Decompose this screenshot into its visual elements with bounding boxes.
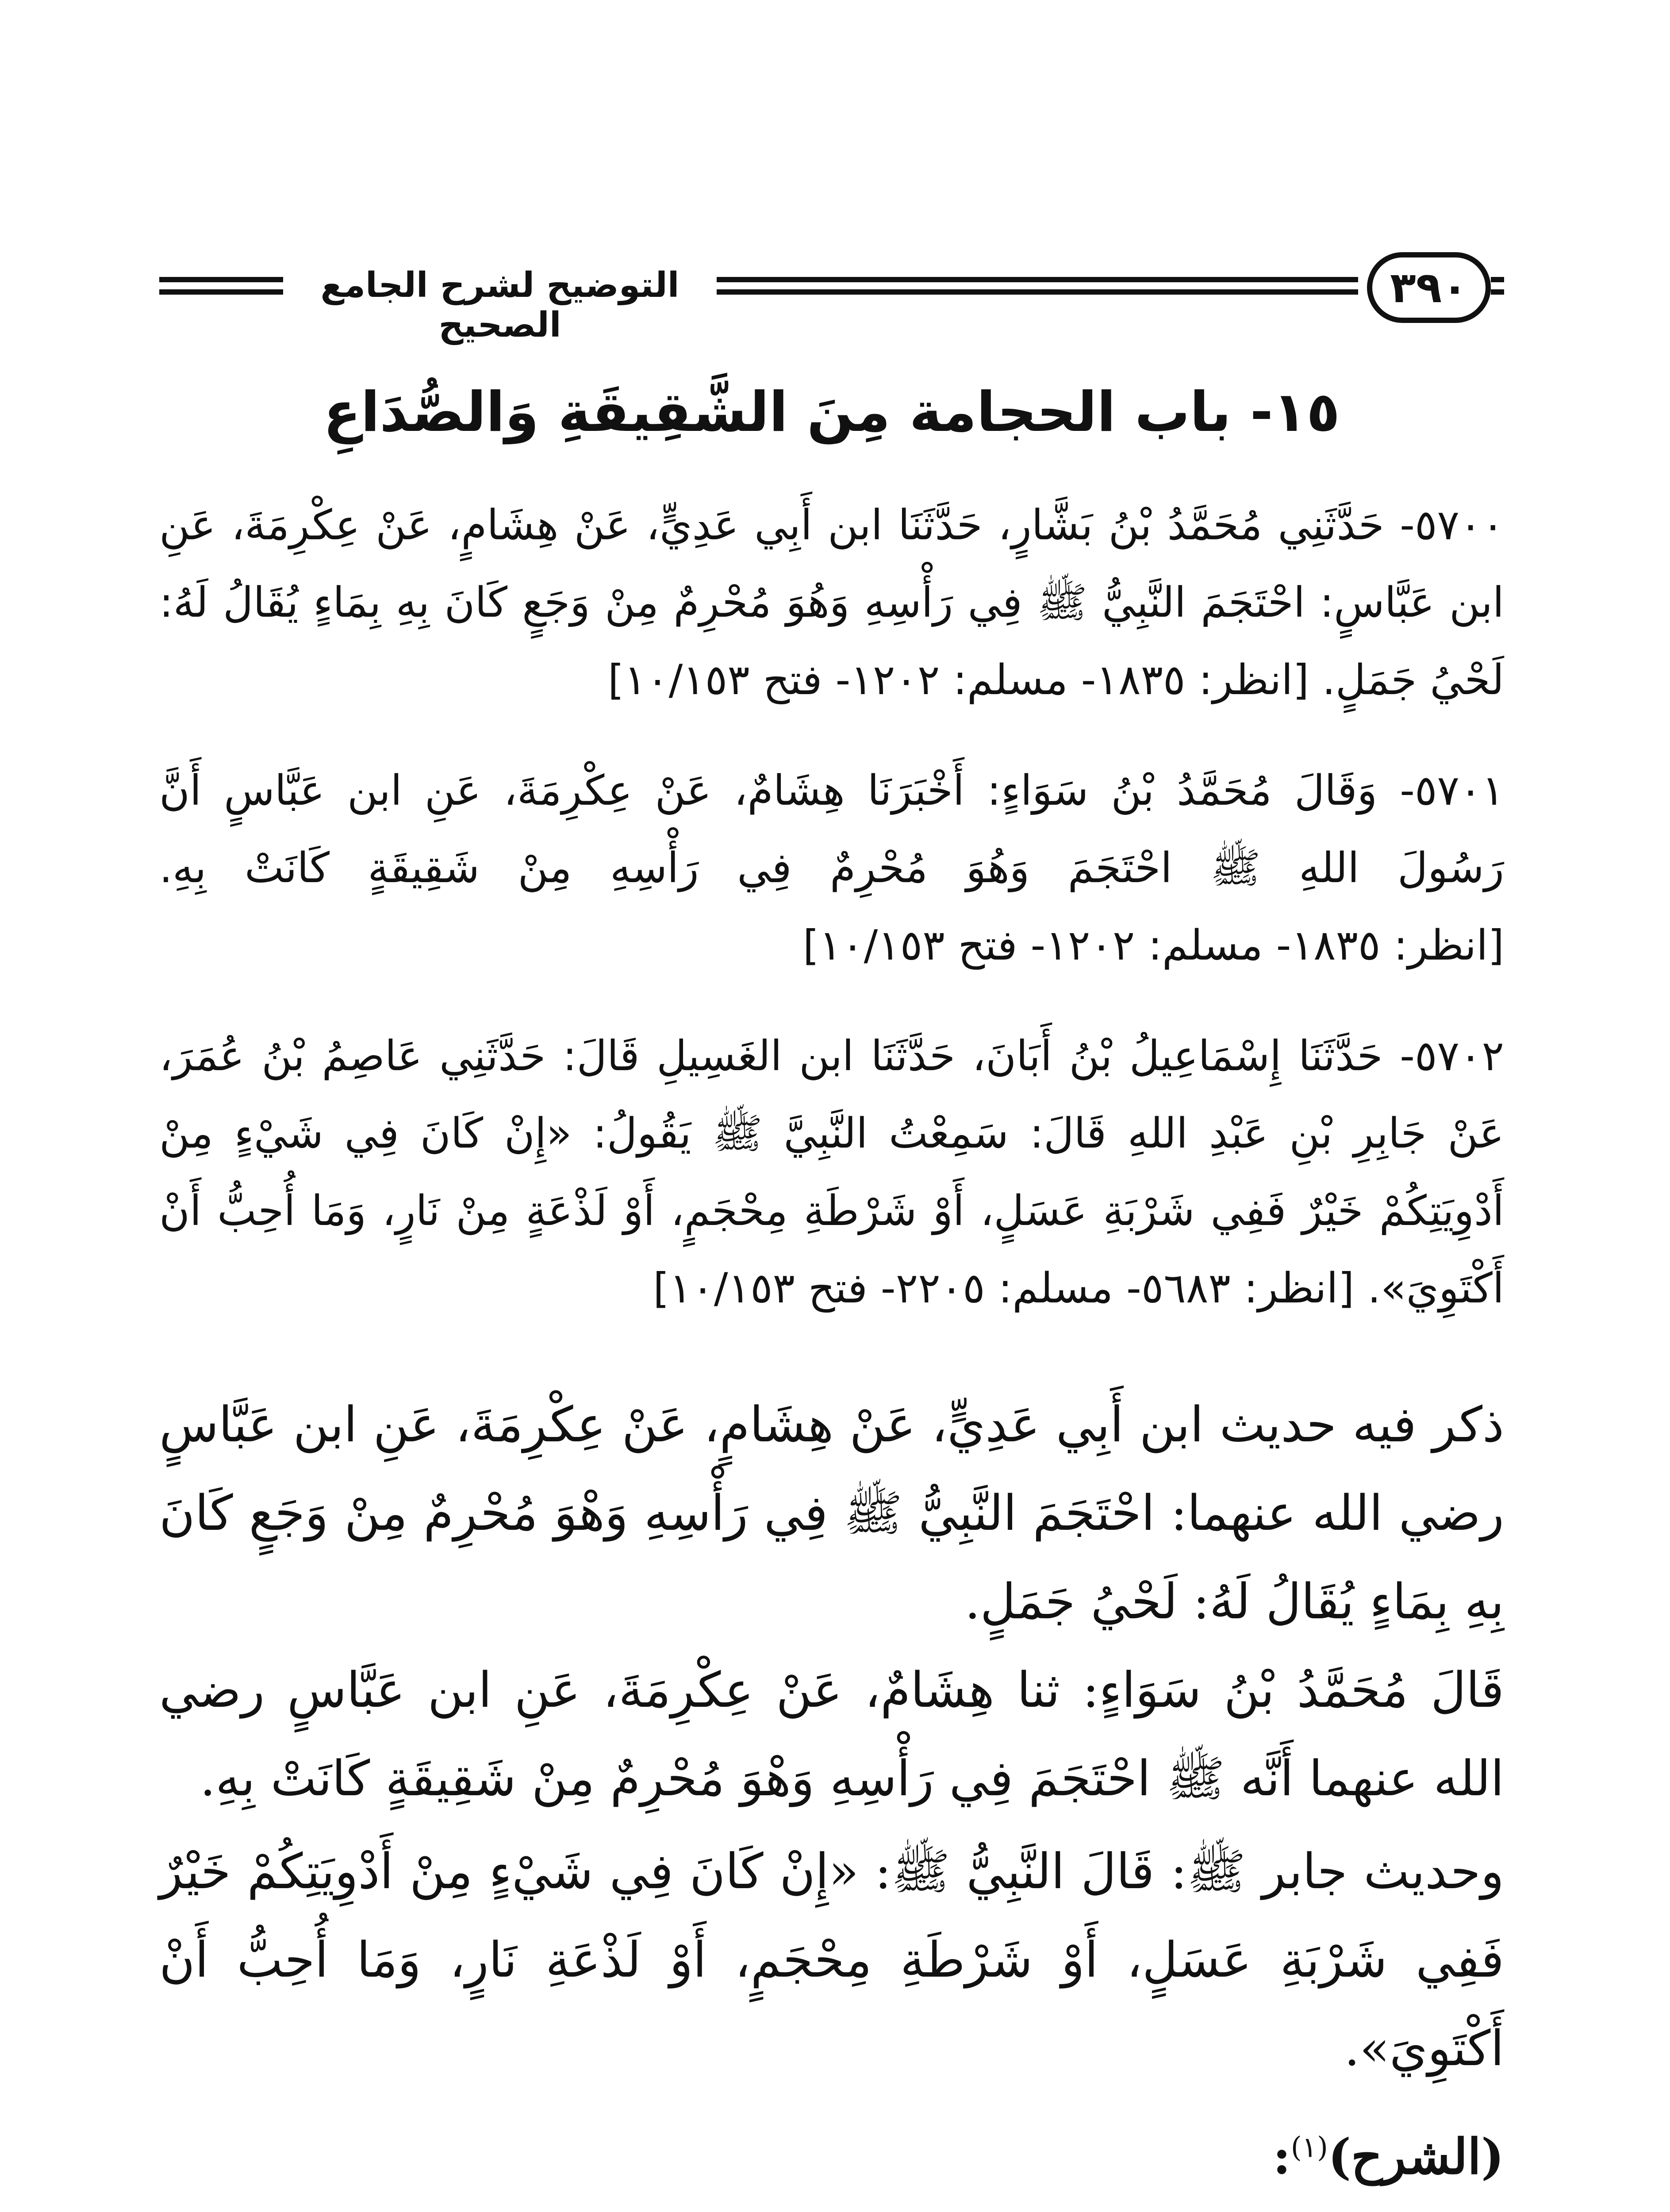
hadith-5701	[159, 752, 1504, 984]
hadith-text: ٥٧٠١- وَقَالَ مُحَمَّدُ بْنُ سَوَاءٍ: أَخْبَرَنَا هِشَامٌ، عَنْ عِكْرِمَةَ، عَنِ ابن عَبَّاسٍ أَنَّ رَسُولَ اللهِ ﷺ احْتَجَمَ وَهُوَ مُحْرِمٌ فِي رَأْسِهِ مِنْ شَقِيقَةٍ كَانَتْ بِهِ.	[159, 767, 1504, 892]
page-number-badge	[1367, 252, 1491, 323]
hadith-5700	[159, 487, 1504, 719]
hadith-text: ٥٧٠٢- حَدَّثَنَا إِسْمَاعِيلُ بْنُ أَبَانَ، حَدَّثَنَا ابن الغَسِيلِ قَالَ: حَدَّثَنِي عَاصِمُ بْنُ عُمَرَ، عَنْ جَابِرِ بْنِ عَبْدِ اللهِ قَالَ: سَمِعْتُ النَّبِيَّ ﷺ يَقُولُ: «إِنْ كَانَ فِي شَيْءٍ مِنْ أَدْوِيَتِكُمْ خَيْرٌ فَفِي شَرْبَةِ عَسَلٍ، أَوْ شَرْطَةِ مِحْجَمٍ، أَوْ لَذْعَةٍ مِنْ نَارٍ، وَمَا أُحِبُّ أَنْ أَكْتَوِيَ».	[159, 1032, 1504, 1313]
header-rule-left	[159, 277, 283, 298]
commentary-paragraph: ذكر فيه حديث ابن أَبِي عَدِيٍّ، عَنْ هِشَامٍ، عَنْ عِكْرِمَةَ، عَنِ ابن عَبَّاسٍ رضي الله عنهما: احْتَجَمَ النَّبِيُّ ﷺ فِي رَأْسِهِ وَهْوَ مُحْرِمٌ مِنْ وَجَعٍ كَانَ بِهِ بِمَاءٍ يُقَالُ لَهُ: لَحْيُ جَمَلٍ.	[159, 1396, 1504, 1630]
footnote-marker: (١)	[1290, 2131, 1328, 2164]
chapter-title: ١٥- باب الحجامة مِنَ الشَّقِيقَةِ وَالصُّدَاعِ	[323, 380, 1340, 444]
running-book-title: التوضيح لشرح الجامع الصحيح	[320, 265, 680, 345]
hadith-5702	[159, 1018, 1504, 1327]
hadith-reference: [انظر: ١٨٣٥- مسلم: ١٢٠٢- فتح ١٠/١٥٣]	[607, 656, 1309, 704]
commentary-paragraph: قَالَ مُحَمَّدُ بْنُ سَوَاءٍ: ثنا هِشَامٌ، عَنْ عِكْرِمَةَ، عَنِ ابن عَبَّاسٍ رضي الله عنهما أَنَّه ﷺ احْتَجَمَ فِي رَأْسِهِ وَهْوَ مُحْرِمٌ مِنْ شَقِيقَةٍ كَانَتْ بِهِ.	[159, 1662, 1504, 1807]
sharh-heading	[1273, 2128, 1504, 2185]
hadith-reference: [انظر: ١٨٣٥- مسلم: ١٢٠٢- فتح ١٠/١٥٣]	[802, 922, 1504, 970]
hadith-reference: [انظر: ٥٦٨٣- مسلم: ٢٢٠٥- فتح ١٠/١٥٣]	[653, 1264, 1355, 1313]
hadith-text: ٥٧٠٠- حَدَّثَنِي مُحَمَّدُ بْنُ بَشَّارٍ، حَدَّثَنَا ابن أَبِي عَدِيٍّ، عَنْ هِشَامٍ، عَنْ عِكْرِمَةَ، عَنِ ابن عَبَّاسٍ: احْتَجَمَ النَّبِيُّ ﷺ فِي رَأْسِهِ وَهُوَ مُحْرِمٌ مِنْ وَجَعٍ كَانَ بِهِ بِمَاءٍ يُقَالُ لَهُ: لَحْيُ جَمَلٍ.	[159, 501, 1504, 704]
header-rule-right	[1491, 277, 1504, 298]
sharh-label: (الشرح)	[1328, 2128, 1504, 2185]
page-header	[159, 248, 1504, 345]
page-number: ٣٩٠	[1390, 263, 1468, 312]
header-rule-middle	[717, 277, 1358, 298]
commentary-paragraph: وحديث جابر ﷺ: قَالَ النَّبِيُّ ﷺ: «إِنْ كَانَ فِي شَيْءٍ مِنْ أَدْوِيَتِكُمْ خَيْرٌ فَفِي شَرْبَةِ عَسَلٍ، أَوْ شَرْطَةِ مِحْجَمٍ، أَوْ لَذْعَةِ نَارٍ، وَمَا أُحِبُّ أَنْ أَكْتَوِيَ».	[159, 1843, 1504, 2077]
sharh-colon: :	[1273, 2128, 1291, 2185]
